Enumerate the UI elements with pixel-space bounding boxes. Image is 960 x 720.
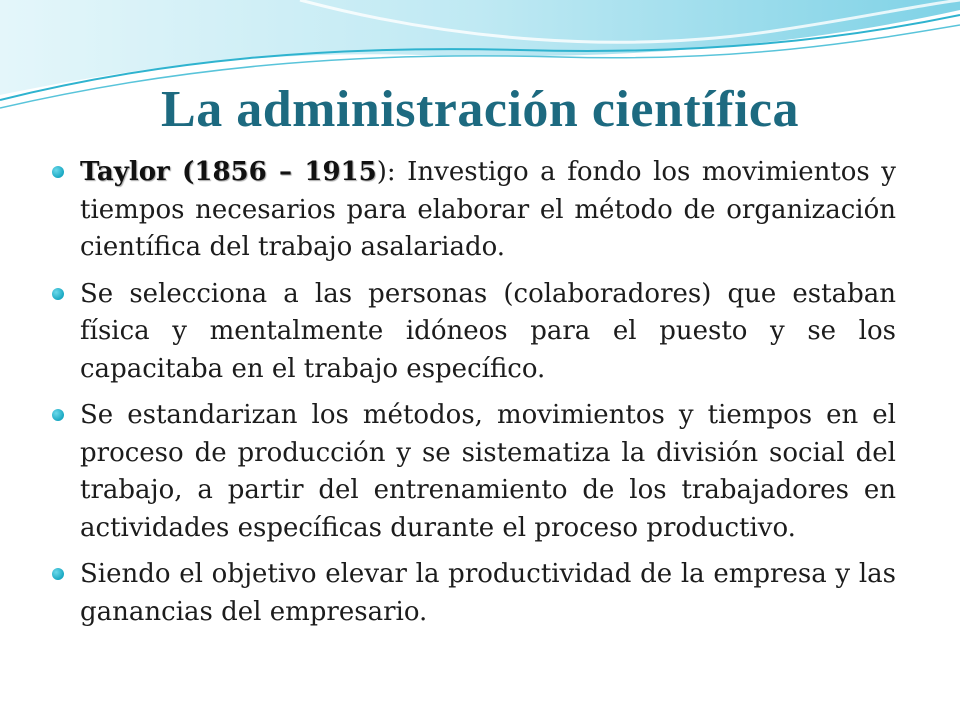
- bullet-text: ): Investigo a fondo los movimientos y tiempos necesarios para elaborar el método de organización científica del trabajo asalariado.: [80, 157, 896, 262]
- bullet-dot-icon: [52, 288, 64, 300]
- bullet-text: Se estandarizan los métodos, movimientos y tiempos en el proceso de producción y se sistematiza la división social del trabajo, a partir del entrenamiento de los trabajadores en actividades específicas durante el proceso productivo.: [80, 400, 896, 543]
- taylor-lead: Taylor (1856 – 1915: [80, 157, 377, 187]
- bullet-item-estandarizacion: [50, 397, 896, 547]
- bullet-text: Se selecciona a las personas (colaboradores) que estaban física y mentalmente idóneos para el puesto y se los capacitaba en el trabajo específico.: [80, 278, 896, 384]
- slide-title: La administración científica: [161, 81, 799, 138]
- bullet-list: [50, 154, 896, 640]
- bullet-dot-icon: [52, 166, 64, 178]
- bullet-item-objetivo: [50, 556, 896, 631]
- bullet-item-taylor: [50, 154, 896, 267]
- bullet-dot-icon: [52, 568, 64, 580]
- bullet-text: Siendo el objetivo elevar la productividad de la empresa y las ganancias del empresario.: [80, 559, 896, 627]
- bullet-item-seleccion: [50, 276, 896, 389]
- bullet-dot-icon: [52, 409, 64, 421]
